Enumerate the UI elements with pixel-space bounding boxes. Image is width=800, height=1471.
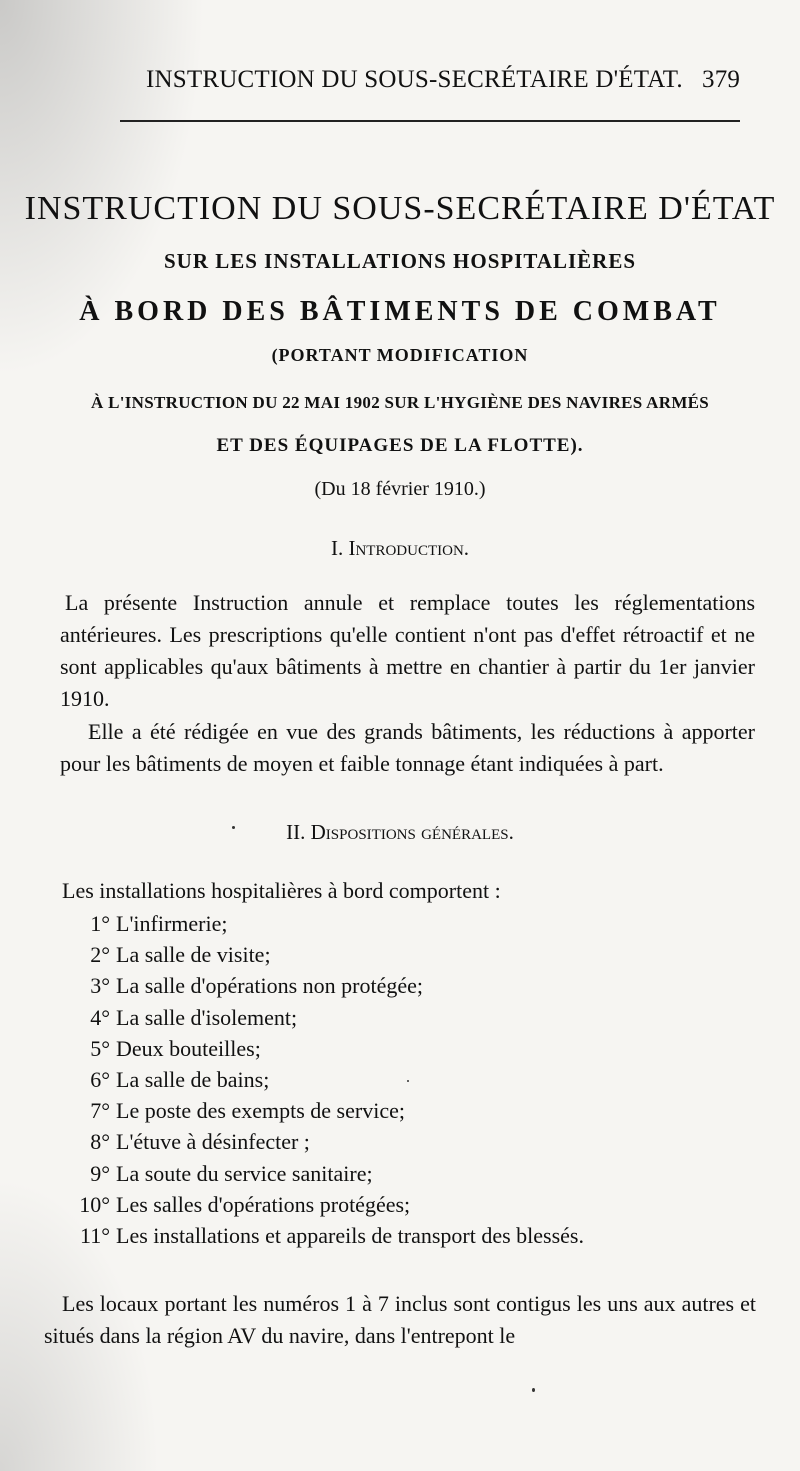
list-item-number: 10°: [79, 1191, 110, 1217]
list-item: [62, 908, 762, 939]
list-item-text: La soute du service sanitaire;: [116, 1160, 373, 1186]
print-speck: [407, 1080, 409, 1082]
section-heading-dispositions: II. Dispositions générales.: [286, 820, 514, 844]
section-heading-introduction: I. Introduction.: [330, 536, 470, 560]
list-item-number: 8°: [90, 1129, 110, 1155]
list-item-number: 11°: [80, 1223, 110, 1249]
subtitle-line-1: SUR LES INSTALLATIONS HOSPITALIÈRES: [163, 249, 637, 273]
list-intro: Les installations hospitalières à bord comportent :: [62, 878, 501, 903]
print-speck: [232, 826, 235, 829]
page-number: 379: [702, 66, 741, 93]
subtitle-line-3: (PORTANT MODIFICATION: [271, 345, 529, 365]
list-item-number: 2°: [90, 942, 110, 968]
paragraph-introduction-1: La présente Instruction annule et remplace toutes les réglementations antérieures. Les prescriptions qu'elle contient n'ont pas d'effet rétroactif et ne sont applicables qu'aux bâtiments à mettre en chantier à partir du 1er janvier 1910.: [60, 590, 755, 711]
subtitle-line-2: À BORD DES BÂTIMENTS DE COMBAT: [79, 296, 721, 327]
list-item-text: Les salles d'opérations protégées;: [116, 1191, 411, 1217]
list-item-text: L'étuve à désinfecter ;: [116, 1129, 310, 1155]
document-title: INSTRUCTION DU SOUS-SECRÉTAIRE D'ÉTAT: [24, 190, 776, 227]
list-item-text: La salle de visite;: [116, 942, 271, 968]
list-item-text: L'infirmerie;: [116, 911, 228, 936]
list-item: [62, 1126, 762, 1157]
list-item-number: 1°: [90, 911, 110, 936]
list-item-number: 3°: [90, 973, 110, 999]
list-item-text: La salle de bains;: [116, 1067, 270, 1093]
list-item: [62, 1064, 762, 1095]
subtitle-line-5: ET DES ÉQUIPAGES DE LA FLOTTE).: [216, 435, 584, 456]
list-item-text: Deux bouteilles;: [116, 1035, 261, 1061]
list-item: [62, 939, 762, 970]
paragraph-introduction-2: Elle a été rédigée en vue des grands bâtiments, les réductions à apporter pour les bâtiments de moyen et faible tonnage étant indiquées à part.: [60, 719, 755, 776]
print-speck: [532, 1388, 535, 1392]
list-item-text: La salle d'opérations non protégée;: [116, 973, 423, 999]
list-item-text: La salle d'isolement;: [116, 1004, 298, 1030]
list-item: [62, 970, 762, 1001]
list-item: [62, 1158, 762, 1189]
list-item: [62, 1189, 762, 1220]
installations-list: [62, 908, 762, 1251]
document-date: (Du 18 février 1910.): [314, 478, 486, 500]
list-item-text: Le poste des exempts de service;: [116, 1098, 405, 1124]
list-item-number: 5°: [90, 1035, 110, 1061]
running-head-title: INSTRUCTION DU SOUS-SECRÉTAIRE D'ÉTAT.: [146, 66, 683, 93]
list-item-number: 7°: [90, 1098, 110, 1124]
subtitle-line-4: À L'INSTRUCTION DU 22 MAI 1902 SUR L'HYGIÈNE DES NAVIRES ARMÉS: [90, 393, 710, 412]
list-item: [62, 1033, 762, 1064]
list-item: [62, 1002, 762, 1033]
list-item-number: 6°: [90, 1067, 110, 1093]
list-item-number: 4°: [90, 1004, 110, 1030]
list-item-number: 9°: [90, 1160, 110, 1186]
list-item: [62, 1220, 762, 1251]
header-rule: [120, 120, 740, 122]
list-item-text: Les installations et appareils de transport des blessés.: [116, 1223, 584, 1249]
list-item: [62, 1095, 762, 1126]
closing-paragraph: Les locaux portant les numéros 1 à 7 inclus sont contigus les uns aux autres et situés dans la région AV du navire, dans l'entrepont le: [44, 1291, 756, 1348]
